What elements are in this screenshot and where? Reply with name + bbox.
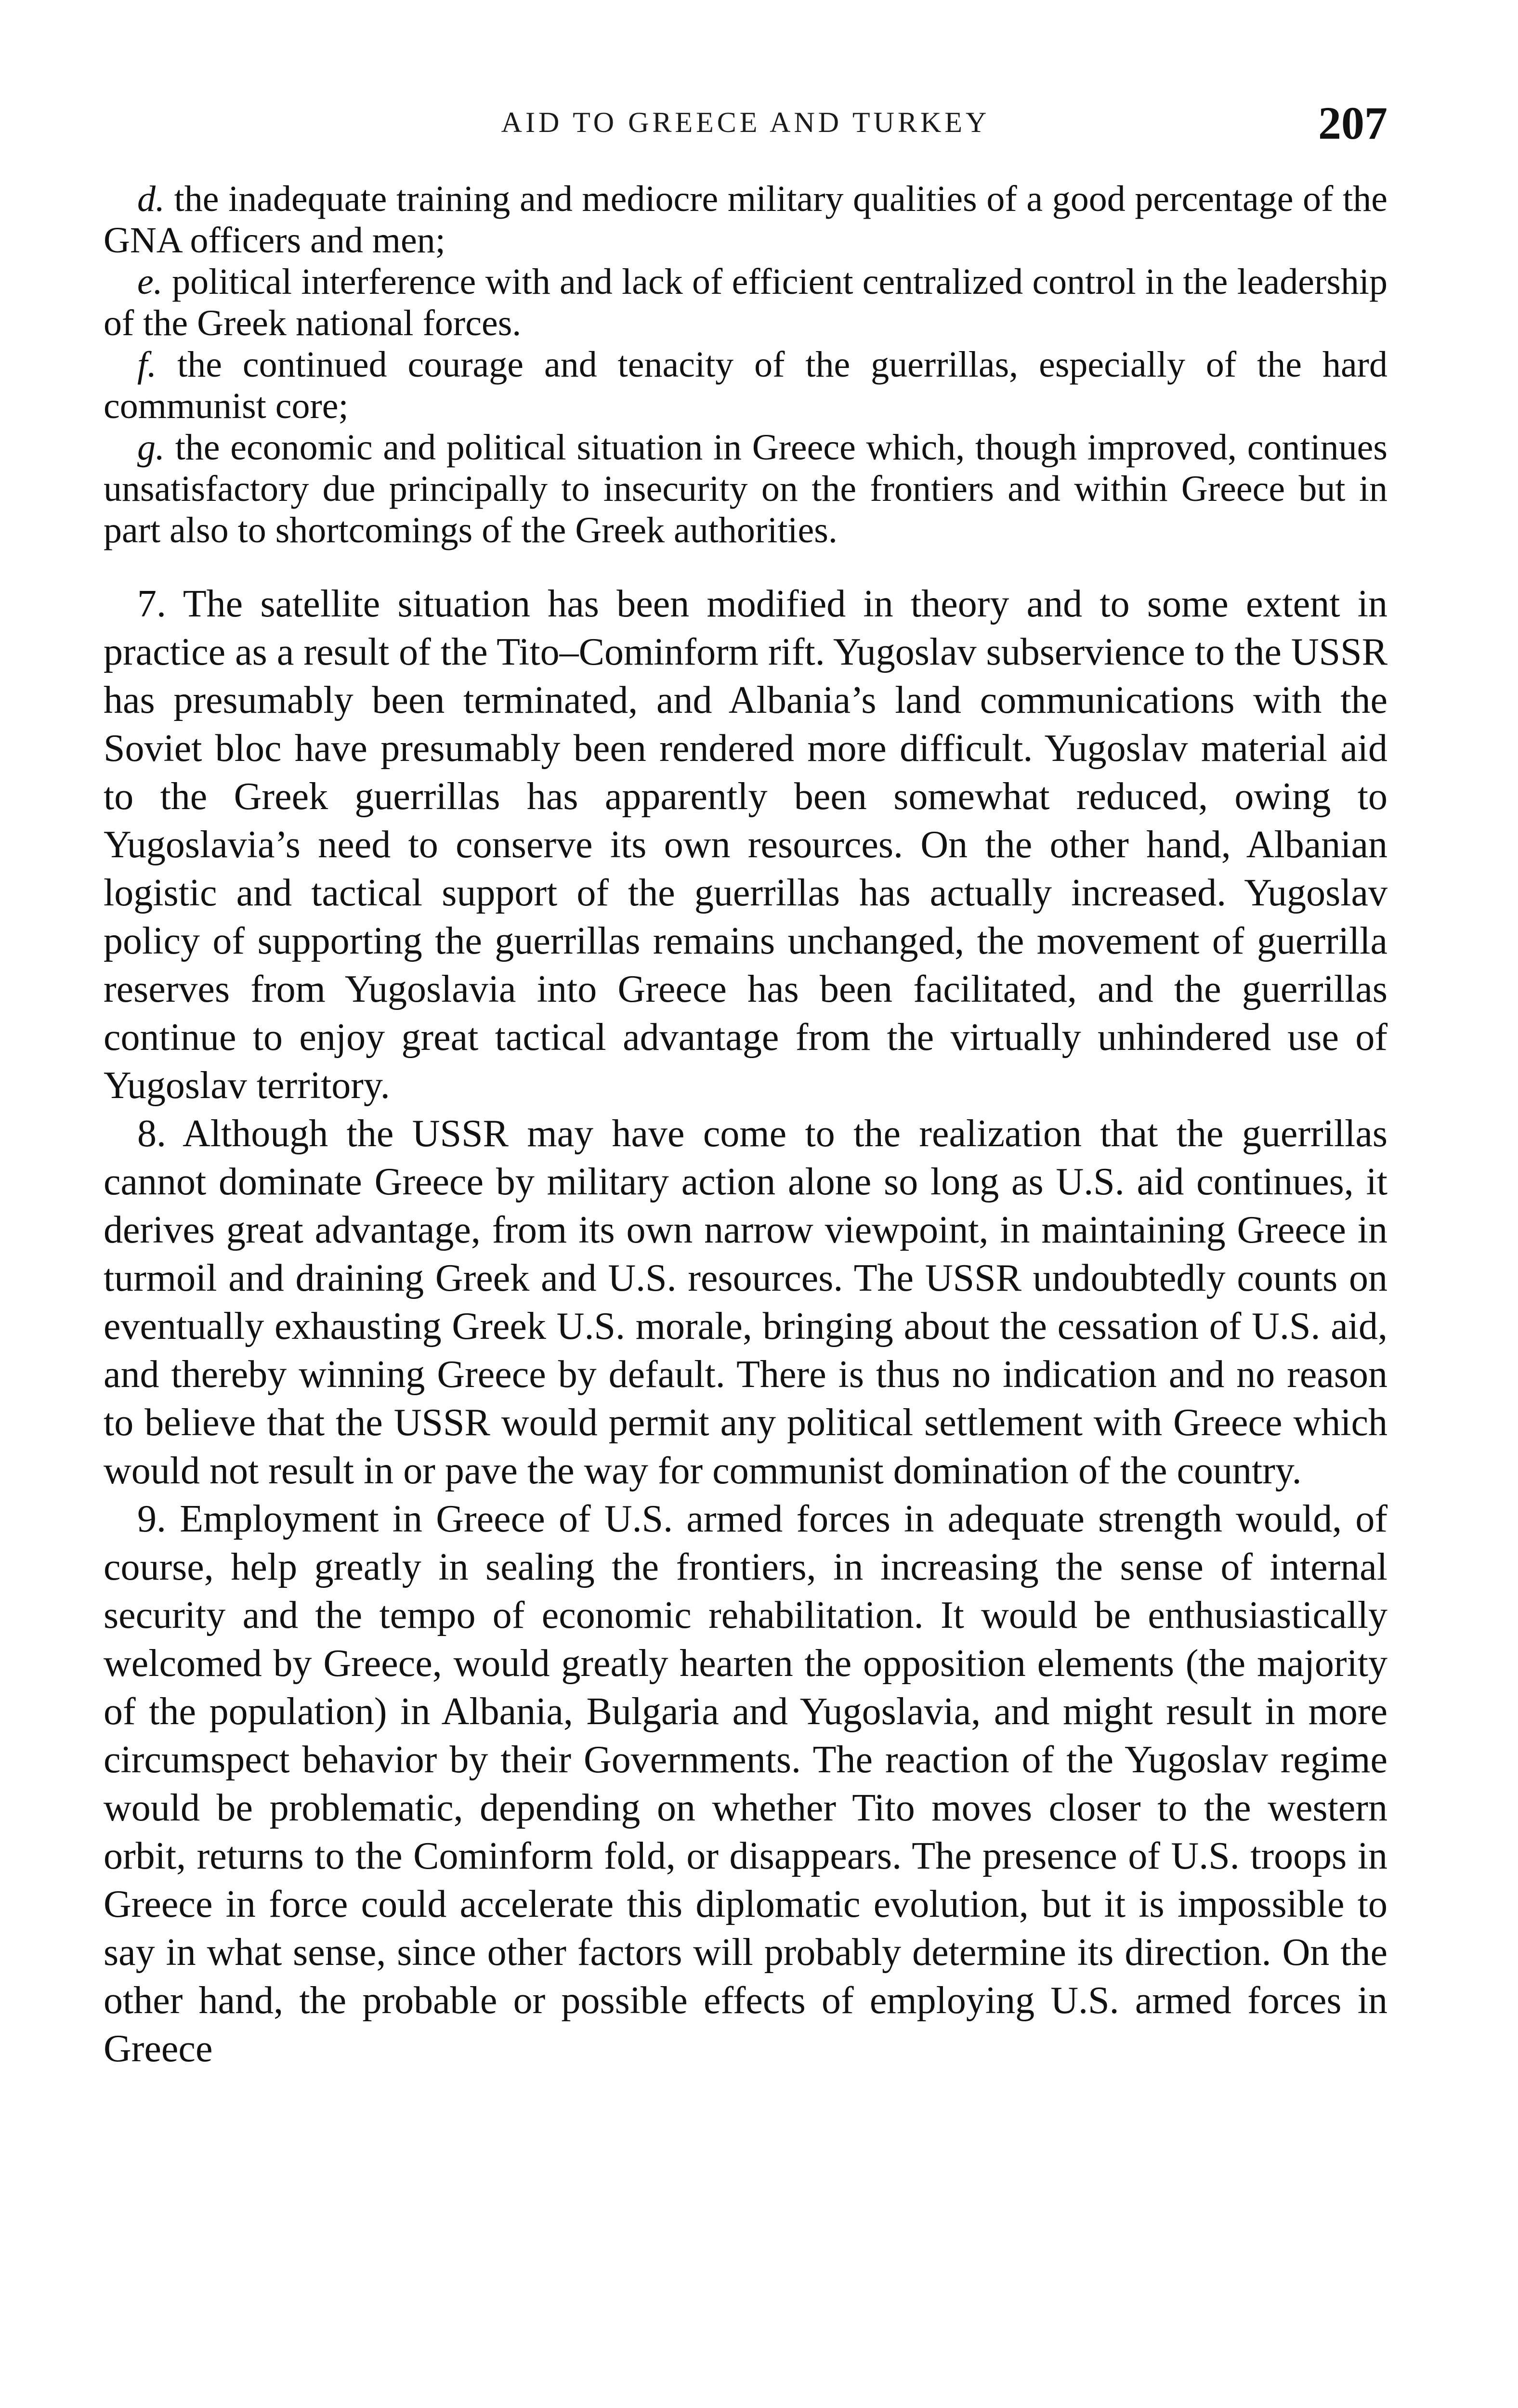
- paragraph-number: 7.: [137, 583, 166, 625]
- list-item-text: the inadequate training and mediocre military qualities of a good percentage of the GNA officers and men;: [104, 179, 1387, 261]
- page-number: 207: [1318, 97, 1387, 149]
- list-marker: d.: [137, 179, 165, 219]
- body-text: [104, 178, 1387, 2073]
- paragraph-text: The satellite situation has been modified in theory and to some extent in practice as a result of the Tito–Cominform rift. Yugoslav subservience to the USSR has presumably been terminated, and Albania’s land communications with the Soviet bloc have presumably been rendered more difficult. Yugoslav material aid to the Greek guerrillas has apparently been somewhat reduced, owing to Yugoslavia’s need to conserve its own resources. On the other hand, Albanian logistic and tactical support of the guerrillas has actually increased. Yugoslav policy of supporting the guerrillas remains unchanged, the movement of guerrilla reserves from Yugoslavia into Greece has been facilitated, and the guerrillas continue to enjoy great tactical advantage from the virtually unhindered use of Yugoslav territory.: [104, 583, 1387, 1107]
- list-item-g: [104, 427, 1387, 551]
- paragraph-9: [104, 1495, 1387, 2073]
- list-marker: g.: [137, 427, 165, 468]
- list-item-text: political interference with and lack of efficient centralized control in the leadership of the Greek national forces.: [104, 262, 1388, 343]
- paragraph-number: 9.: [137, 1498, 166, 1540]
- list-marker: f.: [137, 344, 157, 385]
- paragraph-7: [104, 580, 1387, 1110]
- running-head: AID TO GREECE AND TURKEY: [501, 106, 990, 138]
- list-marker: e.: [137, 262, 163, 302]
- list-item-f: [104, 344, 1387, 427]
- page-header: [104, 96, 1387, 154]
- list-item-d: [104, 178, 1387, 261]
- paragraph-text: Employment in Greece of U.S. armed forces in adequate strength would, of course, help greatly in sealing the frontiers, in increasing the sense of internal security and the tempo of economic rehabilitation. It would be enthusiastically welcomed by Greece, would greatly hearten the opposition elements (the majority of the population) in Albania, Bulgaria and Yugoslavia, and might result in more circumspect behavior by their Governments. The reaction of the Yugoslav regime would be problematic, depending on whether Tito moves closer to the western orbit, returns to the Cominform fold, or disappears. The presence of U.S. troops in Greece in force could accelerate this diplomatic evolution, but it is impossible to say in what sense, since other factors will probably determine its direction. On the other hand, the probable or possible effects of employing U.S. armed forces in Greece: [104, 1498, 1388, 2070]
- paragraph-text: Although the USSR may have come to the realization that the guerrillas cannot dominate Greece by military action alone so long as U.S. aid continues, it derives great advantage, from its own narrow viewpoint, in maintaining Greece in turmoil and draining Greek and U.S. resources. The USSR undoubtedly counts on eventually exhausting Greek U.S. morale, bringing about the cessation of U.S. aid, and thereby winning Greece by default. There is thus no indication and no reason to believe that the USSR would permit any political settlement with Greece which would not result in or pave the way for communist domination of the country.: [104, 1112, 1387, 1492]
- list-item-e: [104, 261, 1387, 344]
- paragraph-number: 8.: [137, 1112, 166, 1155]
- list-item-text: the continued courage and tenacity of the guerrillas, especially of the hard communist core;: [104, 344, 1387, 426]
- list-item-text: the economic and political situation in Greece which, though improved, continues unsatisfactory due principally to insecurity on the frontiers and within Greece but in part also to shortcomings of the Greek authorities.: [104, 427, 1387, 550]
- paragraph-8: [104, 1110, 1387, 1495]
